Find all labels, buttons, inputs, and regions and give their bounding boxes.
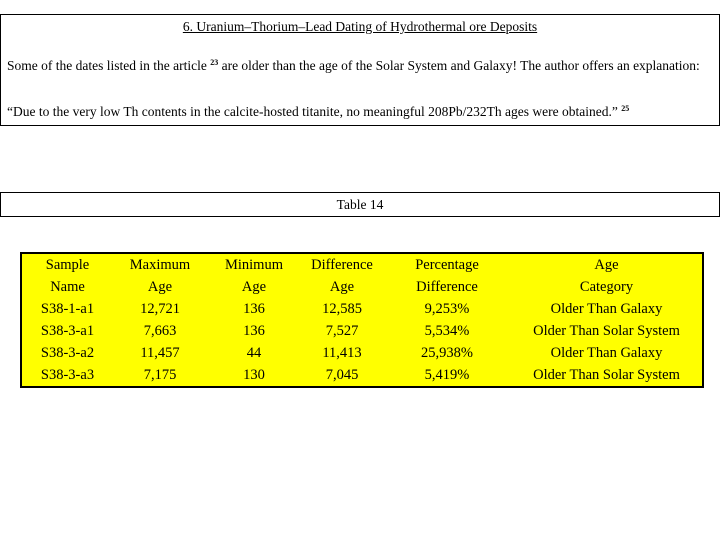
header-cell: Minimum	[224, 257, 283, 273]
table-cell: 12,721	[140, 301, 180, 317]
table-cell: Older Than Solar System	[533, 323, 680, 339]
table-cell: S38-3-a2	[40, 345, 95, 361]
header-cell: Age	[329, 279, 355, 295]
table-cell: S38-3-a3	[40, 367, 95, 383]
table-cell: 7,045	[325, 367, 359, 383]
header-cell: Difference	[416, 279, 478, 295]
header-cell: Category	[579, 279, 634, 295]
table-cell: Older Than Solar System	[533, 367, 680, 383]
intro-text: Some of the dates listed in the article	[7, 58, 207, 73]
table-cell: Older Than Galaxy	[550, 301, 663, 317]
header-row-1	[21, 253, 703, 276]
author-quote	[7, 101, 715, 119]
header-cell: Age	[241, 279, 267, 295]
table-cell: 11,413	[322, 345, 362, 361]
table-cell: 9,253%	[424, 301, 470, 317]
header-cell: Sample	[45, 257, 90, 273]
table-cell: 136	[243, 301, 265, 317]
table-cell: 25,938%	[421, 345, 473, 361]
table-row	[21, 320, 703, 342]
table-row	[21, 298, 703, 320]
header-cell: Age	[147, 279, 173, 295]
intro-paragraph	[7, 55, 715, 73]
table-caption: Table 14	[336, 197, 384, 212]
header-row-2	[21, 276, 703, 298]
table-cell: 12,585	[322, 301, 362, 317]
header-cell: Age	[594, 257, 619, 273]
table-row	[21, 342, 703, 364]
header-cell: Maximum	[129, 257, 191, 273]
table-cell: S38-3-a1	[40, 323, 95, 339]
intro-text-continued: are older than the age of the Solar System and Galaxy! The author offers an explanation:	[221, 58, 700, 73]
header-cell: Name	[50, 279, 85, 295]
quote-reference: 25	[621, 104, 630, 113]
header-cell: Percentage	[415, 257, 479, 273]
dating-table	[20, 252, 704, 388]
table-row	[21, 364, 703, 387]
table-cell: Older Than Galaxy	[550, 345, 663, 361]
table-cell: 5,534%	[424, 323, 470, 339]
section-title: 6. Uranium–Thorium–Lead Dating of Hydrothermal ore Deposits	[182, 19, 538, 34]
table-cell: 7,175	[143, 367, 177, 383]
quote-text: “Due to the very low Th contents in the calcite-hosted titanite, no meaningful 208Pb/232Th ages were obtained.”	[7, 104, 618, 119]
table-cell: 7,527	[325, 323, 359, 339]
table-cell: 7,663	[143, 323, 177, 339]
intro-reference: 23	[210, 58, 219, 67]
table-cell: 5,419%	[424, 367, 470, 383]
header-cell: Difference	[311, 257, 373, 273]
table-caption-panel	[0, 192, 720, 217]
text-panel	[0, 14, 720, 126]
table-cell: 136	[243, 323, 265, 339]
table-cell: 130	[243, 367, 265, 383]
table-cell: 11,457	[140, 345, 180, 361]
table-cell: 44	[246, 345, 262, 361]
table-cell: S38-1-a1	[40, 301, 95, 317]
